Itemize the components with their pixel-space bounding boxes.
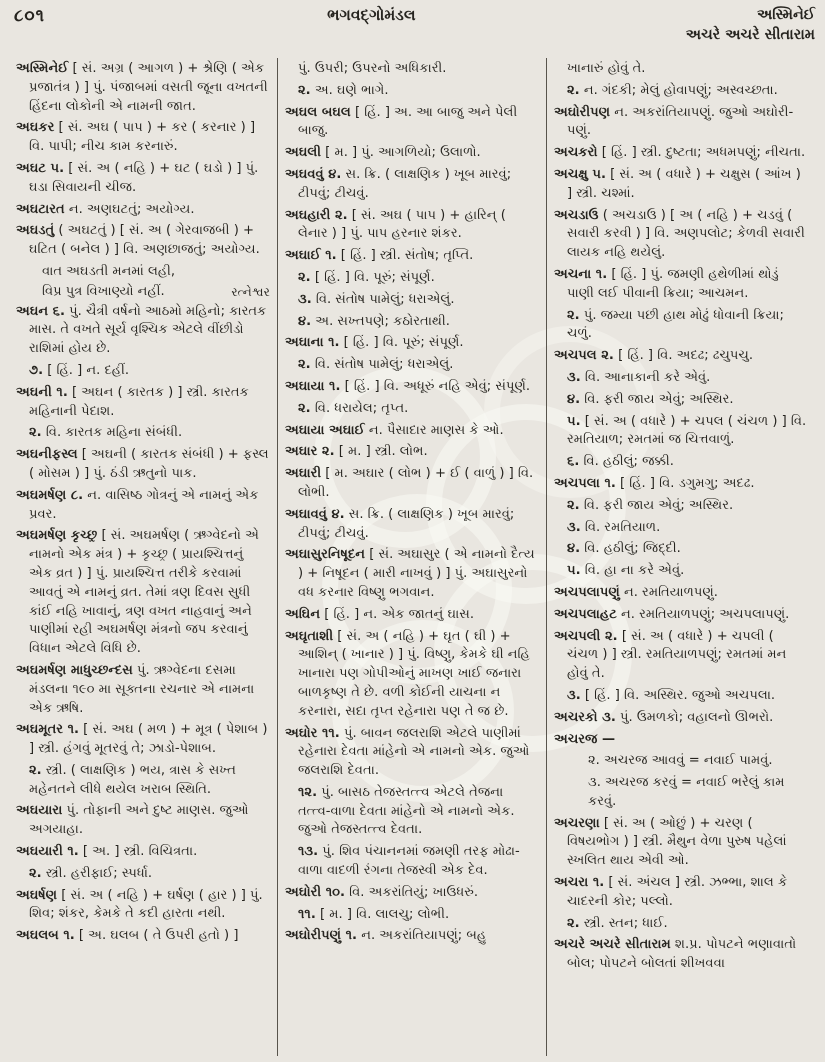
sense-number: ૨. [567,307,580,323]
dictionary-entry: અઘોરીપણું ૧. ન. અકરાંતિયાપણું; બહુ [285,928,487,944]
dictionary-entry: અચરા ૧. [ સં. અંચલ ] સ્ત્રી. ઝભ્ભા, શાલ કે ચાદરની કોર; પલ્લો. [554,875,788,909]
dictionary-entry: અઘલ બઘલ [ હિં. ] અ. આ બાજુ અને પેલી બાજુ. [285,104,518,139]
entry-line: પું. ઉપરી; ઉપરનો અધિકારી. [298,61,447,76]
dictionary-entry: અચપલી ૨. [ સં. અ ( વધારે ) + ચપલી ( ચંચળ ) ] સ્ત્રી. રમતિયાળપણું; રમતમાં મન હોવું તે. [554,628,787,682]
headword: અચપલાપણું [554,584,620,600]
headword: અઘિન [285,606,321,622]
page-header [14,6,815,56]
sense-number: ૨. [567,82,580,98]
sense-number: ૨. [298,269,311,285]
dictionary-entry: અઘહારી ૨. [ સં. અઘ ( પાપ ) + હારિન્ ( લેનાર ) ] પું. પાપ હરનાર શંકર. [285,207,506,242]
headword: અઘારી [285,466,322,482]
headword: અઘવવું ૪. [285,166,342,182]
dictionary-entry: અઘલી [ મ. ] પું. આગળિયો; ઉલાળો. [285,145,481,161]
headword: અચપલ ૨. [554,348,614,364]
dictionary-entry: અઘડતું ( અઘટતું ) [ સં. અ ( ગેરવાજબી ) + ઘટિત ( બનેલ ) ] વિ. અણછાજતું; અયોગ્ય. [16,223,260,258]
verse-attribution: રત્નેશ્વર [231,284,270,299]
sense-number: ૩. [567,369,581,385]
headword: અઘહારી ૨. [285,207,348,223]
headword: અચપલા ૧. [554,475,616,491]
headword: અચના ૧. [554,266,608,282]
sense-number: ૨. [29,762,42,778]
headword: અઘમૂતર ૧. [16,722,80,738]
dictionary-entry: અઘમર્ષણ ૮. ન. વાસિષ્ઠ ગોત્રનું એ નામનું એક પ્રવર. [16,487,259,522]
headword: અઘોર ૧૧. [285,725,340,741]
sense-number: ૧૨. [298,784,318,800]
entry-line: ૧૩. પું. શિવ પંચાનનમાં જમણી તરફ મોઢા-વાળા વાદળી રંગના તેજસ્વી એક દેવ. [298,844,520,879]
entry-line: ૩. અચરજ કરવું = નવાઈ ભરેલું કામ કરવું. [588,775,785,809]
entry-line: ૨. વિ. સંતોષ પામેલું; ધરાએલું. [298,357,454,373]
entry-line: ૨. અચરજ આવવું = નવાઈ પામવું. [588,753,773,769]
entry-line: ખાનારું હોવું તે. [567,61,646,76]
dictionary-entry: અસ્મિનેઈ [ સં. અગ્ર ( આગળ ) + શ્રેણિ ( એક પ્રજાતંત્ર ) ] પું. પંજાબમાં વસતી જૂના વખતની હિંદના લોકોની એ નામની જાત. [16,61,268,114]
dictionary-entry: અઘોરી ૧૦. વિ. અકરાંતિયું; ખાઉધરું. [285,884,479,900]
headword: અચરકો ૩. [554,709,616,725]
sense-number: ૪. [298,313,312,329]
entry-line: ૪. વિ. ફરી જાય એવું; અસ્થિર. [567,391,734,407]
sense-number: ૩. [298,291,312,307]
headword: અઘટ ૫. [16,160,65,176]
column-3 [547,58,815,1056]
entry-line: ૩. વિ. સંતોષ પામેલું; ધરાએલું. [298,291,455,307]
sense-number: ૨. [298,82,311,98]
dictionary-entry: અચરકો ૩. પું. ઉમળકો; વહાલનો ઊભરો. [554,709,774,725]
entry-line: વિપ્ર પુત્ર વિખાણ્યો નહીં. રત્નેશ્વર [16,283,270,302]
sense-number: ૨. [29,425,42,441]
entry-line: ૭. [ હિં. ] ન. દહીં. [29,362,129,378]
dictionary-entry: અઘલબ ૧. [ અ. ઘલબ ( તે ઉપરી હતો ) ] [16,928,239,944]
dictionary-entry: અઘયારા પું. તોફાની અને દુષ્ટ માણસ. જુઓ અગયાહા. [16,803,249,838]
sense-number: ૨. [298,357,311,373]
guide-word-top: અસ્મિનેઈ [757,7,815,23]
entry-line: ૨. સ્ત્રી. ( લાક્ષણિક ) ભય, ત્રાસ કે સખ્ત મહેનતને લીધે થયેલ ખરાબ સ્થિતિ. [29,762,236,797]
headword: અચપલી ૨. [554,628,618,644]
entry-line: ૬. વિ. હઠીલું; જક્કી. [567,454,674,470]
dictionary-entry: અઘટ ૫. [ સં. અ ( નહિ ) + ઘટ ( ઘડો ) ] પું. ઘડા સિવાયની ચીજ. [16,160,259,195]
dictionary-entry: અચપલાહટ ન. રમતિયાળપણું; અચપલાપણું. [554,606,790,622]
page-number: ૮૦૧ [14,6,45,26]
dictionary-entry: અઘર્ષણ [ સં. અ ( નહિ ) + ઘર્ષણ ( હાર ) ] પું. શિવ; શંકર, કેમકે તે કદી હારતા નથી. [16,887,263,922]
headword: અઘનીફસ્લ [16,447,78,463]
entry-line: ૨. વિ. ધરાયેલ; તૃપ્ત. [298,400,409,416]
dictionary-entry: અચડાઉ ( અચડાઉ ) [ અ ( નહિ ) + ચડવું ( સવારી કરવી ) ] વિ. અણપલોટ; કેળવી સવારી લાયક નહિ થયેલું. [554,207,805,261]
headword: અઘાઈ ૧. [285,248,337,264]
headword: અઘાયા અઘાઈ [285,422,365,438]
dictionary-entry: અઘોરીપણ ન. અકરાંતિયાપણું. જુઓ અઘોરી-પણું. [554,104,794,139]
headword: અઘાર ૨. [285,444,335,460]
sense-number: ૬. [567,454,580,470]
dictionary-entry: અઘવવું ૪. સ. ક્રિ. ( લાક્ષણિક ) ખૂબ મારવું; ટીપવું; ટીચવું. [285,166,512,201]
headword: અઘર્ષણ [16,887,58,903]
dictionary-entry: અઘમૂતર ૧. [ સં. અઘ ( મળ ) + મૂત્ર ( પેશાબ ) ] સ્ત્રી. હંગવું મૂતરવું તે; ઝાડો-પેશાબ. [16,722,268,757]
dictionary-entry: અઘમર્ષણ માધુચ્છન્દસ પું. ઋગ્વેદના દસમા મંડલના ૧૯૦ મા સૂક્તના રચનાર એ નામના એક ઋષિ. [16,662,255,716]
headword: અચડાઉ [554,207,599,223]
sense-number: ૨. [298,400,311,416]
headword: અઘલ બઘલ [285,104,351,120]
entry-line: ૪. વિ. હઠીલું; જિદ્દી. [567,541,681,557]
entry-line: ૨. અ. ઘણે ભાગે. [298,82,389,98]
dictionary-entry: અઘની ૧. [ અઘન ( કારતક ) ] સ્ત્રી. કારતક મહિનાની પેદાશ. [16,384,249,419]
sense-number: ૪. [567,541,581,557]
dictionary-entry: અઘારી [ મ. અઘાર ( લોભ ) + ઈ ( વાળું ) ] વિ. લોભી. [285,466,534,500]
headword: અઘન ૬. [16,303,65,319]
headword: અચરણા [554,815,600,831]
sense-number: ૩. [567,687,581,703]
guide-words [686,6,815,45]
sense-number: ૩. [567,519,581,535]
headword: અઘાયા ૧. [285,378,341,394]
headword: અઘડતું [16,223,55,239]
dictionary-entry: અઘાયા ૧. [ હિં. ] વિ. અધૂરું નહિ એવું; સંપૂર્ણ. [285,378,531,394]
entry-line: ૨. વિ. કારતક મહિના સંબંધી. [29,425,183,441]
entry-line: ૨. સ્ત્રી. હરીફાઈ; સ્પર્ધા. [29,865,153,881]
entry-line: ૨. [ હિં. ] વિ. પૂરું; સંપૂર્ણ. [298,269,435,285]
entry-line: ૫. વિ. હા ના કરે એવું. [567,563,685,579]
headword: અઘાવવું ૪. [285,506,345,522]
dictionary-entry: અચરણા [ સં. અ ( ઓછું ) + ચરણ ( વિષયભોગ ) ] સ્ત્રી. મૈથુન વેળા પુરુષ પહેલાં સ્ખલિત થાય એવી ઓ. [554,815,787,869]
headword: અઘાસુરનિષૂદન [285,547,366,563]
headword: અઘની ૧. [16,384,68,400]
column-2 [277,58,547,1056]
dictionary-entry: અચપલાપણું ન. રમતિયાળપણું. [554,584,718,600]
dictionary-entry: અઘન ૬. પું. ચૈત્રી વર્ષનો આઠમો મહિનો; કારતક માસ. તે વખતે સૂર્ય વૃશ્ચિક એટલે વીંછીડો રાશિમાં હોય છે. [16,303,267,357]
dictionary-entry: અઘિન [ હિં. ] ન. એક જાતનું ઘાસ. [285,606,474,622]
dictionary-entry: અઘટારત ન. અણઘટતું; અયોગ્ય. [16,201,195,217]
headword: અઘોરીપણું ૧. [285,928,358,944]
dictionary-entry: અઘાઈ ૧. [ હિં. ] સ્ત્રી. સંતોષ; તૃપ્તિ. [285,248,474,264]
entry-line: ૩. વિ. રમતિયાળ. [567,519,661,535]
dictionary-entry: અઘનીફસ્લ [ અઘની ( કારતક સંબંધી ) + ફસ્લ ( મોસમ ) ] પું. ઠંડી ઋતુનો પાક. [16,447,269,481]
entry-line: ૩. વિ. આનાકાની કરે એવું. [567,369,711,385]
dictionary-entry: અઘકર [ સં. અઘ ( પાપ ) + કર ( કરનાર ) ] વિ. પાપી; નીચ કામ કરનારું. [16,120,256,155]
headword: અચક્ષુ ૫. [554,166,606,182]
headword: અઘકર [16,120,55,136]
headword: અઘાના ૧. [285,335,340,351]
entry-line: ૪. અ. સખ્તપણે; કઠોરતાથી. [298,313,450,329]
sense-number: ૧૩. [298,844,319,860]
dictionary-entry [554,731,808,750]
headword: અઘોરીપણ [554,104,611,120]
headword: અઘલી [285,145,322,161]
headword: અઘયારી ૧. [16,844,79,860]
sense-number: ૧૧. [298,906,316,922]
headword: અચરે અચરે સીતારામ [554,937,671,953]
sense-number: ૪. [567,391,581,407]
dictionary-entry: અઘાના ૧. [ હિં. ] વિ. પૂરું; સંપૂર્ણ. [285,335,464,351]
dictionary-entry: અઘાયા અઘાઈ ન. પૈસાદાર માણસ કે ઓ. [285,422,504,438]
sense-number: ૨. [567,915,580,931]
dictionary-entry: અઘયારી ૧. [ અ. ] સ્ત્રી. વિચિત્રતા. [16,844,198,860]
entry-line: ૨. ન. ગંદકી; મેલું હોવાપણું; અસ્વચ્છતા. [567,82,778,98]
dictionary-entry: અઘૃતાશી [ સં. અ ( નહિ ) + ઘૃત ( ઘી ) + આશિન્ ( ખાનાર ) ] પું. વિષ્ણુ, કેમકે ઘી નહિ ખાનારા પણ ગોપીઓનું માખણ ખાઈ જનારા બાળકૃષ્ણ તે છે. વળી કોઈની યાચના ન કરનારા, સદા તૃપ્ત રહેનારા પણ તે જ છે. [285,628,530,719]
sense-number: ૫. [567,563,581,579]
entry-line: ૧૧. [ મ. ] વિ. લાલચુ; લોભી. [298,906,450,922]
sense-number: ૨. [567,497,580,513]
headword: અચપલાહટ [554,606,617,622]
dictionary-entry: અઘાસુરનિષૂદન [ સં. અઘાસુર ( એ નામનો દૈત્ય ) + નિષૂદન ( મારી નાખવું ) ] પું. અઘાસુરનો વધ કરનાર વિષ્ણુ ભગવાન. [285,547,535,600]
headword: અચકરો [554,145,598,161]
headword: અચરા ૧. [554,875,605,891]
headword: અઘટારત [16,201,65,217]
text-columns [14,58,815,1056]
entry-line: ૨. વિ. ફરી જાય એવું; અસ્થિર. [567,497,734,513]
entry-line: ૨. સ્ત્રી. સ્તન; ધાઈ. [567,915,668,931]
entry-line: ૩. [ હિં. ] વિ. અસ્થિર. જુઓ અચપલા. [567,687,776,703]
sense-number: ૫. [567,413,581,429]
entry-line: ૫. [ સં. અ ( વધારે ) + ચપલ ( ચંચળ ) ] વિ. રમતિયાળ; રમતમાં જ ચિત્તવાળું. [567,413,807,448]
column-1 [14,58,277,1056]
entry-line: વાત અઘડતી મનમાં લહી, [42,263,176,279]
sense-number: ૨. [29,865,42,881]
dictionary-entry: અઘોર ૧૧. પું. બાવન જલરાશિ એટલે પાણીમાં રહેનારા દેવતા માંહેનો એ નામનો એક. જુઓ જલરાશિ દેવતા. [285,725,530,779]
dictionary-entry: અચના ૧. [ હિં. ] પું. જમણી હથેળીમાં થોડું પાણી લઈ પીવાની ક્રિયા; આચમન. [554,266,779,301]
dictionary-entry: અઘમર્ષણ કૃચ્છ્ર [ સં. અઘમર્ષણ ( ઋગ્વેદનો એ નામનો એક મંત્ર ) + કૃચ્છ્ર ( પ્રાયશ્ચિત્તનું એક વ્રત ) ] પું. પ્રાયશ્ચિત્ત તરીકે કરવામાં આવતું એ નામનું વ્રત. તેમાં ત્રણ દિવસ સુધી કાંઈ નહિ ખાવાનું, ત્રણ વખત નાહવાનું અને પાણીમાં રહી અઘમર્ષણ મંત્રનો જપ કરવાનું વિધાન એટલે વિધિ છે. [16,528,259,657]
headword: અઘમર્ષણ ૮. [16,487,84,503]
headword: અઘોરી ૧૦. [285,884,345,900]
dictionary-entry: અઘાર ૨. [ મ. ] સ્ત્રી. લોભ. [285,444,428,460]
dictionary-entry: અઘાવવું ૪. સ. ક્રિ. ( લાક્ષણિક ) ખૂબ મારવું; ટીપવું; ટીચવું. [285,506,515,541]
headword: અઘમર્ષણ કૃચ્છ્ર [16,528,98,544]
sense-number: ૭. [29,362,44,378]
book-title: ભગવદ્ગોમંડલ [327,6,416,24]
dictionary-entry: અચક્ષુ ૫. [ સં. અ ( વધારે ) + ચક્ષુસ ( આંખ ) ] સ્ત્રી. ચશ્માં. [554,166,801,201]
entry-line: ૧૨. પું. બાસઠ તેજસ્તત્ત્વ એટલે તેજના તત્ત્વ-વાળા દેવતા માંહેનો એ નામનો એક. જુઓ તેજસ્તત્ત્વ દેવતા. [298,784,515,838]
headword: અસ્મિનેઈ [16,61,69,76]
entry-line: ૨. પું. જમ્યા પછી હાથ મોઢું ધોવાની ક્રિયા; ચળું. [567,307,784,342]
dictionary-entry: અચપલા ૧. [ હિં. ] વિ. ડગુમગુ; અદઢ. [554,475,755,491]
dictionary-entry: અચકરો [ હિં. ] સ્ત્રી. દુષ્ટતા; અધમપણું; નીચતા. [554,145,806,161]
headword: અઘૃતાશી [285,628,334,644]
dictionary-entry: અચપલ ૨. [ હિં. ] વિ. અદઢ; ઢચુપચુ. [554,348,753,364]
dictionary-entry: અચરે અચરે સીતારામ શ.પ્ર. પોપટને ભણાવાતો બોલ; પોપટને બોલતાં શીખવવા [554,937,797,972]
headword: અઘયારા [16,803,63,819]
headword: અઘલબ ૧. [16,928,75,944]
headword: અચરજ — [554,731,616,747]
guide-word-phrase: અચરે અચરે સીતારામ [685,26,815,43]
headword: અઘમર્ષણ માધુચ્છન્દસ [16,662,133,678]
